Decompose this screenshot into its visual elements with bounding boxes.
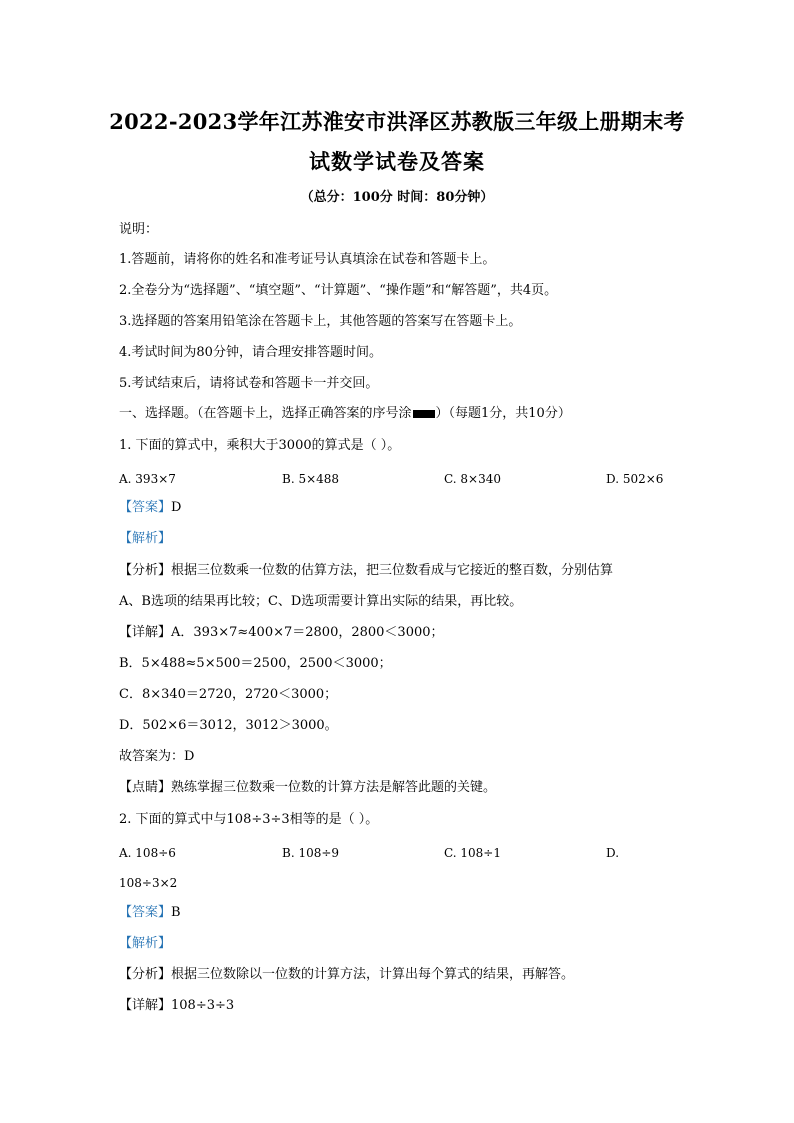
q1-fenxi-2: A、B选项的结果再比较；C、D选项需要计算出实际的结果，再比较。 bbox=[119, 594, 523, 609]
section-1-text-a: 一、选择题。（在答题卡上，选择正确答案的序号涂 bbox=[119, 406, 412, 421]
q2-detail-text-1: 108÷3÷3 bbox=[171, 998, 235, 1013]
q1-analysis bbox=[119, 531, 171, 547]
q1-option-d: D. 502×6 bbox=[606, 472, 664, 486]
q2-answer bbox=[119, 905, 181, 921]
q2-option-d: D. bbox=[606, 846, 620, 860]
q1-analysis-tag: 【解析】 bbox=[119, 531, 172, 546]
q1-conclusion: 故答案为：D bbox=[119, 749, 195, 764]
q1-detail-4: D．502×6＝3012，3012＞3000。 bbox=[119, 718, 338, 733]
q1-detail-1 bbox=[119, 625, 444, 641]
q2-fenxi-text-1: 根据三位数除以一位数的计算方法，计算出每个算式的结果，再解答。 bbox=[171, 967, 575, 982]
doc-title-line1: 2022-2023学年江苏淮安市洪泽区苏教版三年级上册期末考 bbox=[109, 109, 685, 134]
q2-detail-tag: 【详解】 bbox=[119, 998, 172, 1013]
q1-answer bbox=[119, 500, 181, 516]
doc-subtitle: （总分：100分 时间：80分钟） bbox=[300, 190, 494, 205]
q2-fenxi-tag: 【分析】 bbox=[119, 967, 172, 982]
q1-point-tag: 【点睛】 bbox=[119, 780, 172, 795]
q2-option-d-continued: 108÷3×2 bbox=[119, 876, 178, 890]
q1-answer-tag: 【答案】 bbox=[119, 500, 172, 515]
section-1-heading bbox=[119, 406, 571, 422]
q1-detail-text-1: A．393×7≈400×7＝2800，2800＜3000； bbox=[171, 625, 444, 640]
q1-stem: 1. 下面的算式中，乘积大于3000的算式是（ ）。 bbox=[119, 438, 401, 453]
note-1: 1.答题前，请将你的姓名和准考证号认真填涂在试卷和答题卡上。 bbox=[119, 252, 496, 267]
q1-option-c: C. 8×340 bbox=[444, 472, 501, 486]
q1-option-b: B. 5×488 bbox=[282, 472, 340, 486]
q1-fenxi-1 bbox=[119, 563, 613, 579]
note-3: 3.选择题的答案用铅笔涂在答题卡上，其他答题的答案写在答题卡上。 bbox=[119, 314, 522, 329]
q1-fenxi-text-1: 根据三位数乘一位数的估算方法，把三位数看成与它接近的整百数，分别估算 bbox=[171, 563, 614, 578]
filled-answer-bar bbox=[413, 410, 435, 418]
q1-fenxi-tag: 【分析】 bbox=[119, 563, 172, 578]
q1-detail-3: C．8×340＝2720，2720＜3000； bbox=[119, 687, 338, 702]
q1-answer-value: D bbox=[171, 500, 182, 515]
q1-point-text: 熟练掌握三位数乘一位数的计算方法是解答此题的关键。 bbox=[171, 780, 497, 795]
q2-analysis bbox=[119, 936, 171, 952]
q1-option-a: A. 393×7 bbox=[119, 472, 176, 486]
q2-option-a: A. 108÷6 bbox=[119, 846, 176, 860]
note-2: 2.全卷分为“选择题”、“填空题”、“计算题”、“操作题”和“解答题”，共4页。 bbox=[119, 283, 558, 298]
q1-point bbox=[119, 780, 496, 796]
q2-fenxi-1 bbox=[119, 967, 574, 983]
notes-heading: 说明： bbox=[119, 222, 159, 237]
q2-answer-tag: 【答案】 bbox=[119, 905, 172, 920]
q1-detail-tag: 【详解】 bbox=[119, 625, 172, 640]
note-5: 5.考试结束后，请将试卷和答题卡一并交回。 bbox=[119, 376, 379, 391]
q2-stem: 2. 下面的算式中与108÷3÷3相等的是（ ）。 bbox=[119, 812, 379, 827]
note-4: 4.考试时间为80分钟，请合理安排答题时间。 bbox=[119, 345, 382, 360]
q2-analysis-tag: 【解析】 bbox=[119, 936, 172, 951]
q2-detail-1 bbox=[119, 998, 234, 1014]
section-1-text-b: ）（每题1分，共10分） bbox=[435, 406, 571, 421]
q2-option-c: C. 108÷1 bbox=[444, 846, 501, 860]
q2-option-b: B. 108÷9 bbox=[282, 846, 340, 860]
q2-answer-value: B bbox=[171, 905, 181, 920]
q1-detail-2: B．5×488≈5×500＝2500，2500＜3000； bbox=[119, 656, 392, 671]
doc-title-line2: 试数学试卷及答案 bbox=[309, 149, 485, 174]
